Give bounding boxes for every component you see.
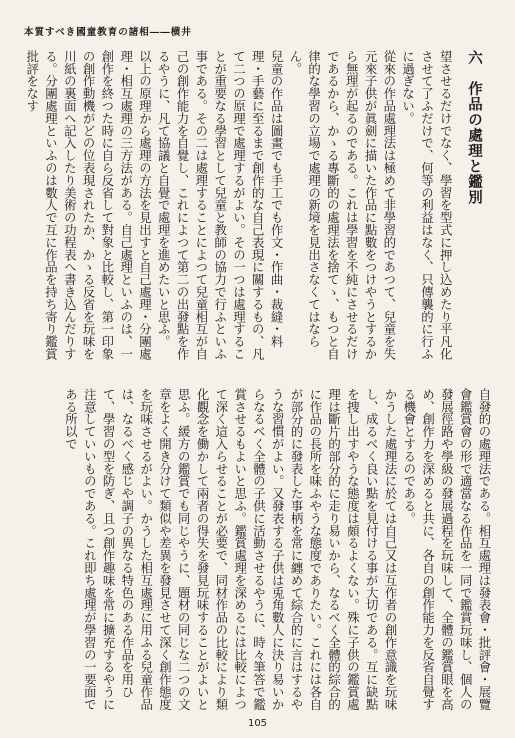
- section-heading: 六 作品の處理と鑑別: [466, 50, 483, 205]
- page-number: 105: [247, 718, 268, 729]
- paragraph: 以上の原理から處理の方法を見出すと自己處理・分團處理・相互處理の三方法がある。自己處理といふのは、一創作を終つた時に自ら反省して對象と比較し、第一印象の創作動機がどの位表現されたか、かゝる反省を玩味を川紙の裏面へ記入したり美術の功程表へ書き込んだりする。分團處理といふのは數人で互に作品を持ち寄り鑑賞批評をなす: [24, 50, 153, 360]
- paragraph: かうした處理法に於ては自己又は互作者の創作意識を玩味し、成るべく良い點を見付ける事が大切である。互に缺點を捜し出すやうな態度は頗るよくない。殊に子供の鑑賞處理は斷片的部分的に走り易いから、なるべく全體的綜合的に作品の長所を味ふやうな態度でありたい。これには各自が部分的に發表した事柄を常に纏めて綜合的に言はするやうな習慣がよい。又發表する子供は兎角數人に決り易いからなるべく全體の子供に活動させるやうに、時々筆答で鑑賞させるもよいと思ふ。鑑賞處理を深めるには比較によつて深く這入らせることが必要で、同材作品の比較により類化觀念を働かして兩者の得失を發見玩味することがよいと思ふ。緩方の鑑賞でも同じやうに、題材の同じな二つの文章をよく開き分けて類似や差異を發見させて深く創作態度を玩味させるがよい。かうした相互處理に用ふる兒童作品は、なるべく感じや調子の異なる特色のある作品を用ひて、學習の型を防ぎ、且つ創作趣味を常に擴充するやうに注意していいものである。これ即ち處理が學習の一要面である所以で: [63, 388, 399, 711]
- paragraph: 從來の作品處理法は極めて非學習的であつて、兒童を失元來子供が眞劍に描いた作品に點數をつけやうとするから無理が起るのである。これは學習を不純にさせるだけであるから、かゝる專斷的の處理法を捨てゝ、もつと自律的な學習の立場で處理の新境を見出さなくてはならん。: [287, 50, 397, 360]
- paragraph: 兒童の作品は圖畫でも手工でも作文・作曲・裁縫・料理・手藝に至るまで創作的な自己表現に關するもの、凡て二つの原理で處理するがよい。その一つは處理することが重要なる學習として兒童と教師の協力で行ふといふ事である。その二は處理することによつて兒童相互が自己の創作能力を自覺し、これによつて第二の出發點を作るやうに、凡て協議と自覺で處理を進めたいと思ふ。: [156, 50, 285, 360]
- top-text-block: [21, 50, 493, 370]
- running-head: 本質すべき國童教育の諸相――横井: [24, 27, 192, 38]
- bottom-text-block: [21, 388, 493, 714]
- paragraph: 望させるだけでなく、學習を型式に押し込めたり平凡化させて了ふだけで、何等の利益はなく、只傳襲的に行ふに過ぎない。: [400, 50, 454, 360]
- paragraph: 自發的の處理法である。相互處理は發表會・批評會・展覽會鑑賞會の形で適當なる作品を一同で鑑賞玩味し、個人の發展徑路や學級の發展過程を玩味して、全體の鑑賞眼を高め、創作力を深めると共に、各自の創作能力を反省自覺する機會とするのである。: [401, 388, 492, 711]
